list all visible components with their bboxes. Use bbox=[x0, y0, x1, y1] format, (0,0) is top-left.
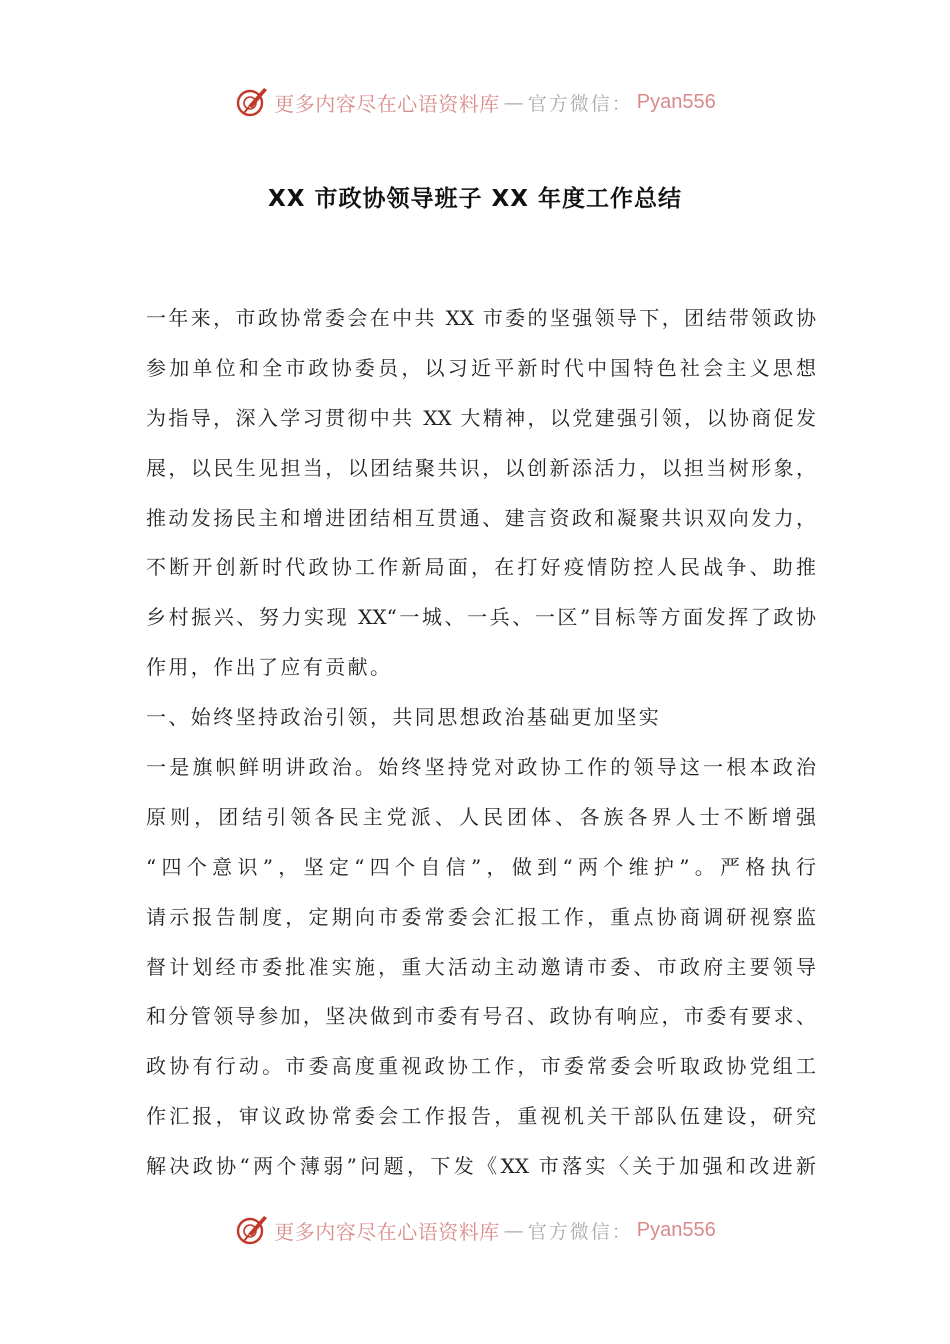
watermark-contact-label: 官方微信： bbox=[527, 1220, 633, 1243]
watermark-contact-label: 官方微信： bbox=[527, 92, 633, 115]
watermark-separator: — bbox=[503, 90, 524, 114]
body-line: 解决政协“两个薄弱”问题，下发《XX 市落实〈关于加强和改进新 bbox=[146, 1154, 816, 1179]
quill-circle-icon bbox=[234, 84, 270, 120]
watermark-handle: Pyan556 bbox=[636, 1218, 716, 1241]
body-line: 乡村振兴、努力实现 XX“一城、一兵、一区”目标等方面发挥了政协 bbox=[146, 605, 816, 630]
quill-circle-icon bbox=[234, 1212, 270, 1248]
watermark-brand: 更多内容尽在心语资料库 bbox=[274, 91, 500, 116]
watermark-header bbox=[0, 82, 950, 122]
body-line: 推动发扬民主和增进团结相互贯通、建言资政和凝聚共识双向发力， bbox=[146, 505, 816, 530]
watermark-handle: Pyan556 bbox=[636, 90, 716, 113]
body-line: “四个意识”，坚定“四个自信”，做到“两个维护”。严格执行 bbox=[146, 854, 816, 879]
body-line: 原则，团结引领各民主党派、人民团体、各族各界人士不断增强 bbox=[146, 804, 816, 829]
body-line: 作汇报，审议政协常委会工作报告，重视机关干部队伍建设，研究 bbox=[146, 1104, 816, 1129]
body-line: 为指导，深入学习贯彻中共 XX 大精神，以党建强引领，以协商促发 bbox=[146, 405, 816, 430]
body-line: 展，以民生见担当，以团结聚共识，以创新添活力，以担当树形象， bbox=[146, 455, 816, 480]
watermark-separator: — bbox=[503, 1218, 524, 1242]
document-title: XX 市政协领导班子 XX 年度工作总结 bbox=[268, 186, 682, 212]
watermark-footer bbox=[0, 1210, 950, 1250]
body-line: 一是旗帜鲜明讲政治。始终坚持党对政协工作的领导这一根本政治 bbox=[146, 755, 816, 780]
body-line: 督计划经市委批准实施，重大活动主动邀请市委、市政府主要领导 bbox=[146, 954, 816, 979]
body-line: 不断开创新时代政协工作新局面，在打好疫情防控人民战争、助推 bbox=[146, 555, 816, 580]
body-line: 一年来，市政协常委会在中共 XX 市委的坚强领导下，团结带领政协 bbox=[146, 306, 816, 330]
body-line: 政协有行动。市委高度重视政协工作，市委常委会听取政协党组工 bbox=[146, 1054, 816, 1079]
body-line: 请示报告制度，定期向市委常委会汇报工作，重点协商调研视察监 bbox=[146, 904, 816, 929]
document-body bbox=[146, 296, 816, 1194]
body-line: 参加单位和全市政协委员，以习近平新时代中国特色社会主义思想 bbox=[146, 355, 816, 380]
section-heading: 一、始终坚持政治引领，共同思想政治基础更加坚实 bbox=[146, 705, 662, 730]
body-line: 作用，作出了应有贡献。 bbox=[146, 655, 393, 680]
body-line: 和分管领导参加，坚决做到市委有号召、政协有响应，市委有要求、 bbox=[146, 1004, 816, 1029]
watermark-brand: 更多内容尽在心语资料库 bbox=[274, 1219, 500, 1244]
